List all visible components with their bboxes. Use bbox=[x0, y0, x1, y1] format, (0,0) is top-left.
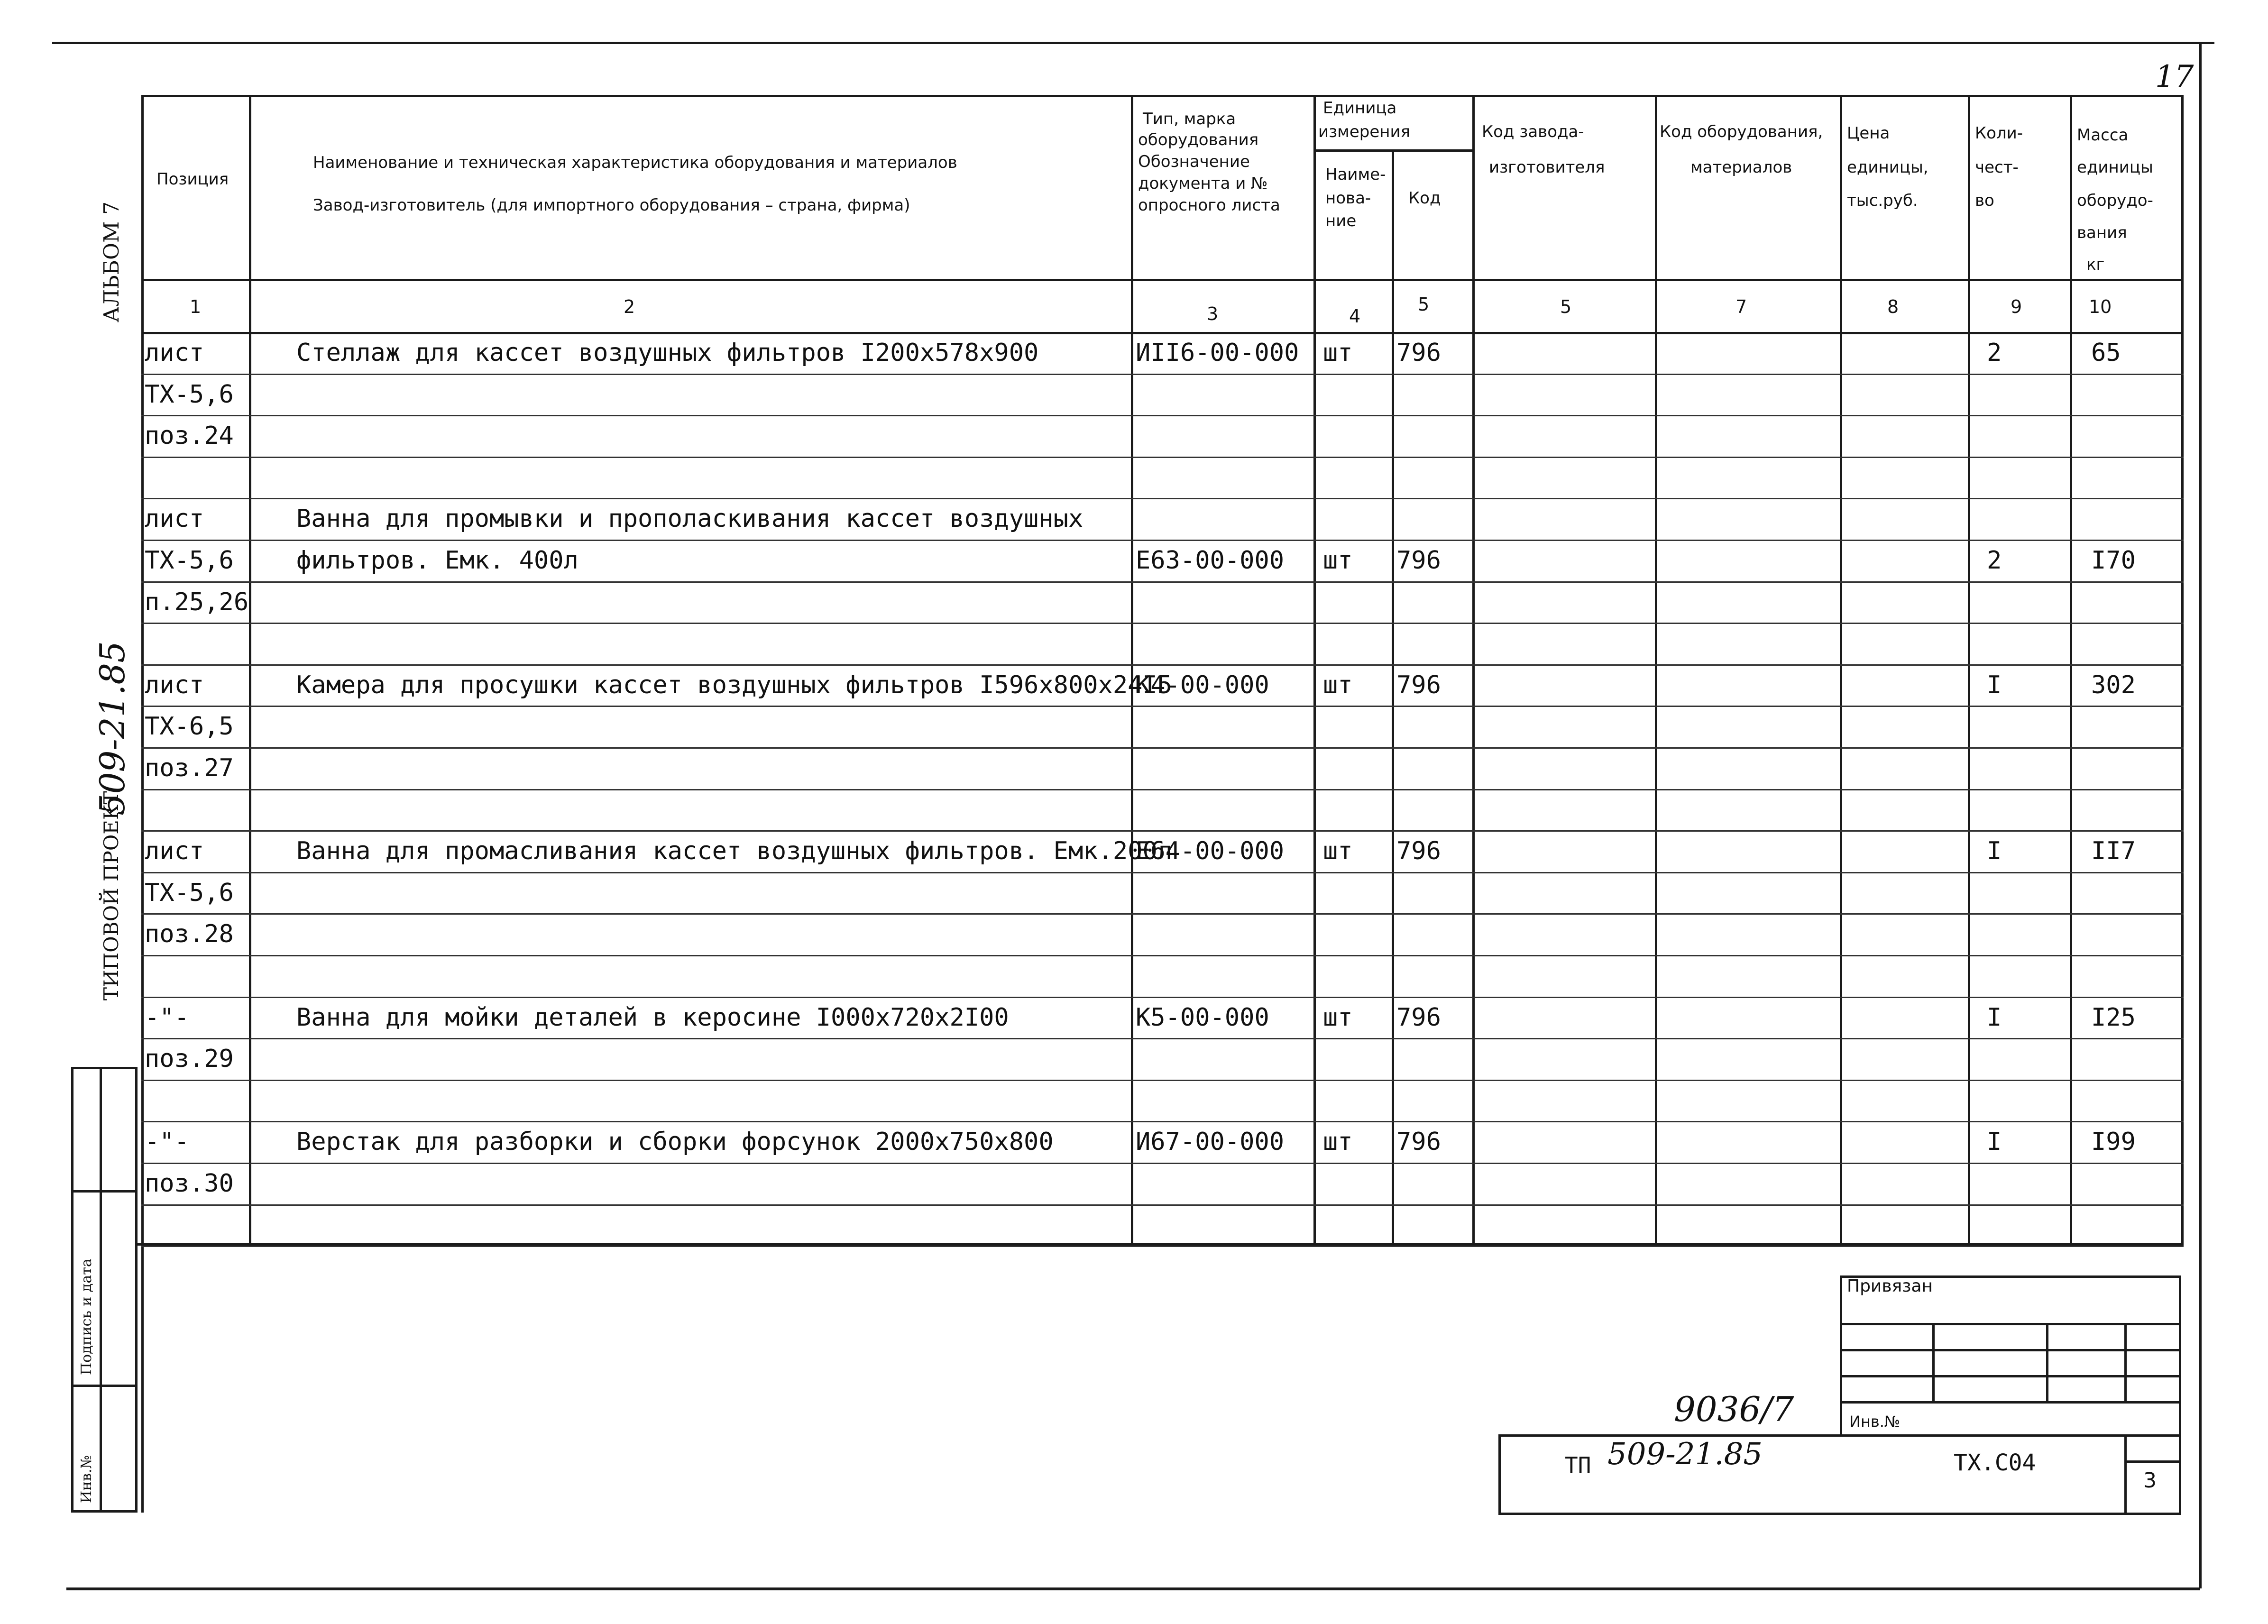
cell-pos: поз.24 bbox=[145, 422, 234, 450]
cell-pos: лист bbox=[145, 837, 204, 865]
cell-qty: I bbox=[1987, 1128, 2002, 1156]
doc-number: 509-21.85 bbox=[1607, 1437, 1763, 1472]
right-frame-line bbox=[2199, 43, 2202, 1588]
attached-vline-2 bbox=[2046, 1323, 2048, 1404]
number-row-line bbox=[141, 332, 2184, 334]
cell-qty: 2 bbox=[1987, 339, 2002, 367]
cell-unit: шт bbox=[1323, 1003, 1353, 1032]
cell-unit: шт bbox=[1323, 339, 1353, 367]
row-line bbox=[141, 747, 2184, 749]
page-number: 17 bbox=[2155, 59, 2194, 94]
cell-name: Стеллаж для кассет воздушных фильтров I200x578x900 bbox=[296, 339, 1039, 367]
attached-line-4 bbox=[1840, 1401, 2181, 1404]
cell-pos: ТХ-5,6 bbox=[145, 546, 234, 575]
left-stamp-sign: Подпись и дата bbox=[78, 1258, 95, 1375]
cell-qty: I bbox=[1987, 837, 2002, 865]
left-stamp-sep-1 bbox=[71, 1190, 138, 1193]
cell-unit: шт bbox=[1323, 671, 1353, 699]
col-line-3 bbox=[1313, 95, 1316, 1245]
cell-code: 796 bbox=[1396, 1003, 1441, 1032]
cell-code: 796 bbox=[1396, 671, 1441, 699]
left-stamp-sep-2 bbox=[71, 1385, 138, 1387]
cell-pos: лист bbox=[145, 671, 204, 699]
cell-pos: ТХ-6,5 bbox=[145, 712, 234, 741]
cell-mass: I99 bbox=[2091, 1128, 2136, 1156]
cell-mass: 302 bbox=[2091, 671, 2136, 699]
sheet-code: ТХ.С04 bbox=[1954, 1450, 2036, 1476]
cell-unit: шт bbox=[1323, 837, 1353, 865]
cell-mass: I25 bbox=[2091, 1003, 2136, 1032]
designation-divider bbox=[2124, 1434, 2127, 1515]
cell-mark: ИII6-00-000 bbox=[1136, 339, 1299, 367]
col-line-2 bbox=[1131, 95, 1133, 1245]
attached-line-3 bbox=[1840, 1375, 2181, 1377]
cell-pos: ТХ-5,6 bbox=[145, 380, 234, 409]
row-line bbox=[141, 1204, 2184, 1206]
album-label: АЛЬБОМ 7 bbox=[100, 201, 124, 322]
row-line bbox=[141, 913, 2184, 915]
sheet-number: 3 bbox=[2143, 1468, 2157, 1493]
attached-line-2 bbox=[1840, 1349, 2181, 1351]
cell-code: 796 bbox=[1396, 837, 1441, 865]
attached-label: Привязан bbox=[1847, 1276, 1933, 1296]
cell-name: фильтров. Емк. 400л bbox=[296, 546, 578, 575]
cell-qty: I bbox=[1987, 671, 2002, 699]
row-line bbox=[141, 581, 2184, 583]
cell-mark: Е64-00-000 bbox=[1136, 837, 1285, 865]
cell-name: Ванна для промасливания кассет воздушных фильтров. Емк.200л bbox=[296, 837, 1173, 865]
cell-mass: 65 bbox=[2091, 339, 2121, 367]
top-frame-line bbox=[52, 42, 2214, 44]
left-stamp-inv: Инв.№ bbox=[78, 1455, 95, 1503]
col-line-1 bbox=[249, 95, 251, 1245]
handwritten-number: 9036/7 bbox=[1674, 1389, 1794, 1429]
cell-code: 796 bbox=[1396, 546, 1441, 575]
cell-mark: Е63-00-000 bbox=[1136, 546, 1285, 575]
row-line bbox=[141, 789, 2184, 790]
col-line-6 bbox=[1655, 95, 1657, 1245]
cell-mark: К4-00-000 bbox=[1136, 671, 1269, 699]
project-number-side: 509-21.85 bbox=[92, 641, 132, 816]
cell-mass: II7 bbox=[2091, 837, 2136, 865]
designation-box bbox=[1498, 1434, 2181, 1515]
attached-vline-3 bbox=[2124, 1323, 2127, 1404]
attached-line-1 bbox=[1840, 1323, 2181, 1325]
header-position: Позиция bbox=[156, 170, 229, 189]
row-line bbox=[141, 1121, 2184, 1122]
cell-pos: поз.30 bbox=[145, 1169, 234, 1198]
cell-pos: поз.27 bbox=[145, 754, 234, 782]
header-unit-code: Код bbox=[1408, 189, 1441, 208]
cell-mark: И67-00-000 bbox=[1136, 1128, 1285, 1156]
cell-unit: шт bbox=[1323, 1128, 1353, 1156]
cell-pos: лист bbox=[145, 505, 204, 533]
row-line bbox=[141, 830, 2184, 832]
left-stamp-divider bbox=[100, 1067, 102, 1513]
row-line bbox=[141, 1080, 2184, 1081]
cell-name: Камера для просушки кассет воздушных фильтров I596x800x24I5 bbox=[296, 671, 1173, 699]
cell-pos: п.25,26 bbox=[145, 588, 249, 616]
col-line-8 bbox=[1968, 95, 1970, 1245]
col-line-9 bbox=[2070, 95, 2072, 1245]
project-label: ТИПОВОЙ ПРОЕКТ bbox=[100, 791, 123, 1000]
cell-pos: ТХ-5,6 bbox=[145, 879, 234, 907]
header-name-line1: Наименование и техническая характеристика оборудования и материалов bbox=[313, 153, 957, 172]
cell-name: Ванна для промывки и прополаскивания кассет воздушных bbox=[296, 505, 1083, 533]
cell-qty: I bbox=[1987, 1003, 2002, 1032]
row-line bbox=[141, 997, 2184, 998]
row-line bbox=[141, 664, 2184, 666]
cell-pos: -"- bbox=[145, 1003, 189, 1032]
header-bottom-line bbox=[141, 279, 2184, 281]
cell-qty: 2 bbox=[1987, 546, 2002, 575]
cell-mass: I70 bbox=[2091, 546, 2136, 575]
row-line bbox=[141, 498, 2184, 499]
cell-name: Верстак для разборки и сборки форсунок 2000x750x800 bbox=[296, 1128, 1054, 1156]
cell-code: 796 bbox=[1396, 339, 1441, 367]
row-line bbox=[141, 540, 2184, 541]
row-line bbox=[141, 1163, 2184, 1164]
cell-pos: поз.28 bbox=[145, 920, 234, 948]
cell-name: Ванна для мойки деталей в керосине I000x720x2I00 bbox=[296, 1003, 1009, 1032]
cell-pos: поз.29 bbox=[145, 1045, 234, 1073]
cell-pos: лист bbox=[145, 339, 204, 367]
cell-unit: шт bbox=[1323, 546, 1353, 575]
cell-code: 796 bbox=[1396, 1128, 1441, 1156]
row-line bbox=[141, 374, 2184, 375]
table-left-border bbox=[141, 95, 144, 1513]
row-line bbox=[141, 1038, 2184, 1039]
row-line bbox=[141, 706, 2184, 707]
row-line bbox=[141, 457, 2184, 458]
col-line-7 bbox=[1840, 95, 1842, 1245]
doc-prefix: ТП bbox=[1565, 1452, 1591, 1478]
sheet-line bbox=[2124, 1460, 2181, 1463]
row-line bbox=[141, 955, 2184, 956]
header-name-line2: Завод-изготовитель (для импортного оборудования – страна, фирма) bbox=[313, 196, 910, 215]
col-line-5 bbox=[1472, 95, 1475, 1245]
table-top-border bbox=[141, 95, 2184, 97]
row-line bbox=[141, 415, 2184, 416]
row-line bbox=[141, 623, 2184, 624]
row-line bbox=[141, 1246, 2184, 1247]
unit-group-line bbox=[1313, 149, 1475, 152]
attached-vline-1 bbox=[1932, 1323, 1935, 1404]
row-line bbox=[141, 872, 2184, 873]
table-right-border bbox=[2181, 95, 2184, 1245]
cell-mark: К5-00-000 bbox=[1136, 1003, 1269, 1032]
inv-label: Инв.№ bbox=[1849, 1413, 1901, 1431]
cell-pos: -"- bbox=[145, 1128, 189, 1156]
bottom-frame-line bbox=[66, 1587, 2200, 1590]
